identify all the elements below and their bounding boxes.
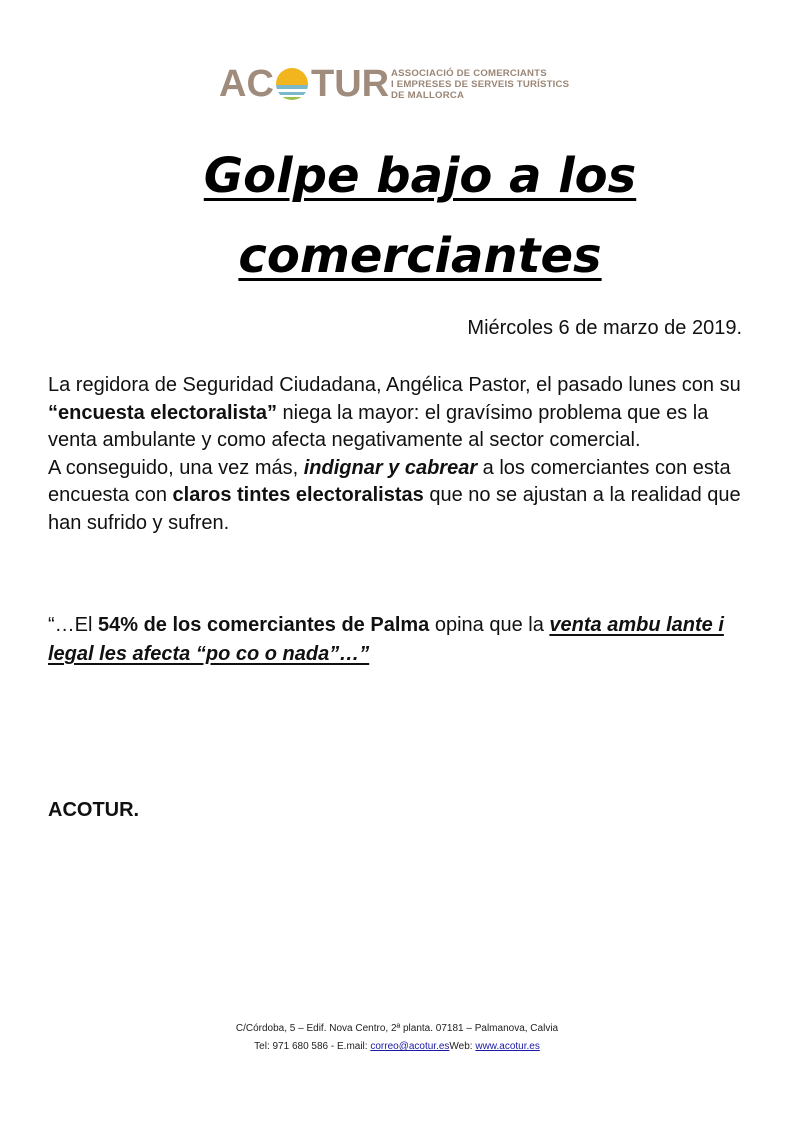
document-title — [150, 136, 690, 296]
sun-waves-icon — [275, 67, 309, 101]
survey-quote — [48, 611, 748, 669]
paragraph-text: A conseguido, una vez más, — [48, 456, 304, 479]
paragraph-1 — [48, 372, 748, 455]
paragraph-text: niega la mayor: el gravísimo problema que es la venta ambulante y como afecta negativamente al sector comercial. — [48, 401, 709, 451]
footer-web-link[interactable]: www.acotur.es — [475, 1041, 540, 1052]
logo-text-ac: AC — [219, 63, 274, 105]
document-body — [48, 372, 748, 537]
quote-bold-phrase: de los comerciantes de Palma — [143, 614, 430, 636]
paragraph-text: a los comerciantes con esta encuesta con — [48, 456, 731, 506]
paragraph-2 — [48, 455, 748, 538]
logo-text-tur: TUR — [311, 63, 390, 105]
footer-tel: Tel: 971 680 586 - E.mail: — [254, 1041, 371, 1052]
quote-text: opina que la — [429, 614, 550, 636]
paragraph-text: La regidora de Seguridad Ciudadana, Angélica Pastor, el pasado lunes con su — [48, 374, 741, 396]
signature: ACOTUR. — [48, 799, 140, 821]
page-footer — [0, 1020, 794, 1056]
bold-italic-phrase: indignar y cabrear — [303, 456, 478, 479]
paragraph-text: que no se ajustan a la realidad que han sufrido y sufren. — [48, 484, 741, 534]
title-line-2: comerciantes — [238, 228, 602, 284]
quote-underlined-phrase: venta ambu lante i legal les afecta “po co o nada”…” — [48, 614, 724, 665]
bold-phrase: claros tintes electoralistas — [172, 484, 424, 506]
logo-subtitle-line: ASSOCIACIÓ DE COMERCIANTS — [391, 68, 547, 79]
document-date: Miércoles 6 de marzo de 2019. — [467, 317, 742, 339]
quote-text: “…El — [48, 614, 98, 636]
quote-percentage: 54% — [98, 614, 139, 636]
bold-phrase: “encuesta electoralista” — [48, 401, 277, 424]
footer-address: C/Córdoba, 5 – Edif. Nova Centro, 2ª planta. 07181 – Palmanova, Calvia — [235, 1023, 559, 1034]
acotur-logo — [219, 63, 579, 105]
logo-subtitle-line: DE MALLORCA — [391, 90, 465, 101]
title-line-1: Golpe bajo a los — [203, 148, 637, 204]
logo-subtitle-line: I EMPRESES DE SERVEIS TURÍSTICS — [391, 79, 570, 90]
footer-email-link[interactable]: correo@acotur.es — [370, 1041, 450, 1052]
logo-subtitle — [391, 68, 569, 101]
footer-contact — [0, 1038, 794, 1056]
footer-web-label: Web: — [449, 1041, 476, 1052]
